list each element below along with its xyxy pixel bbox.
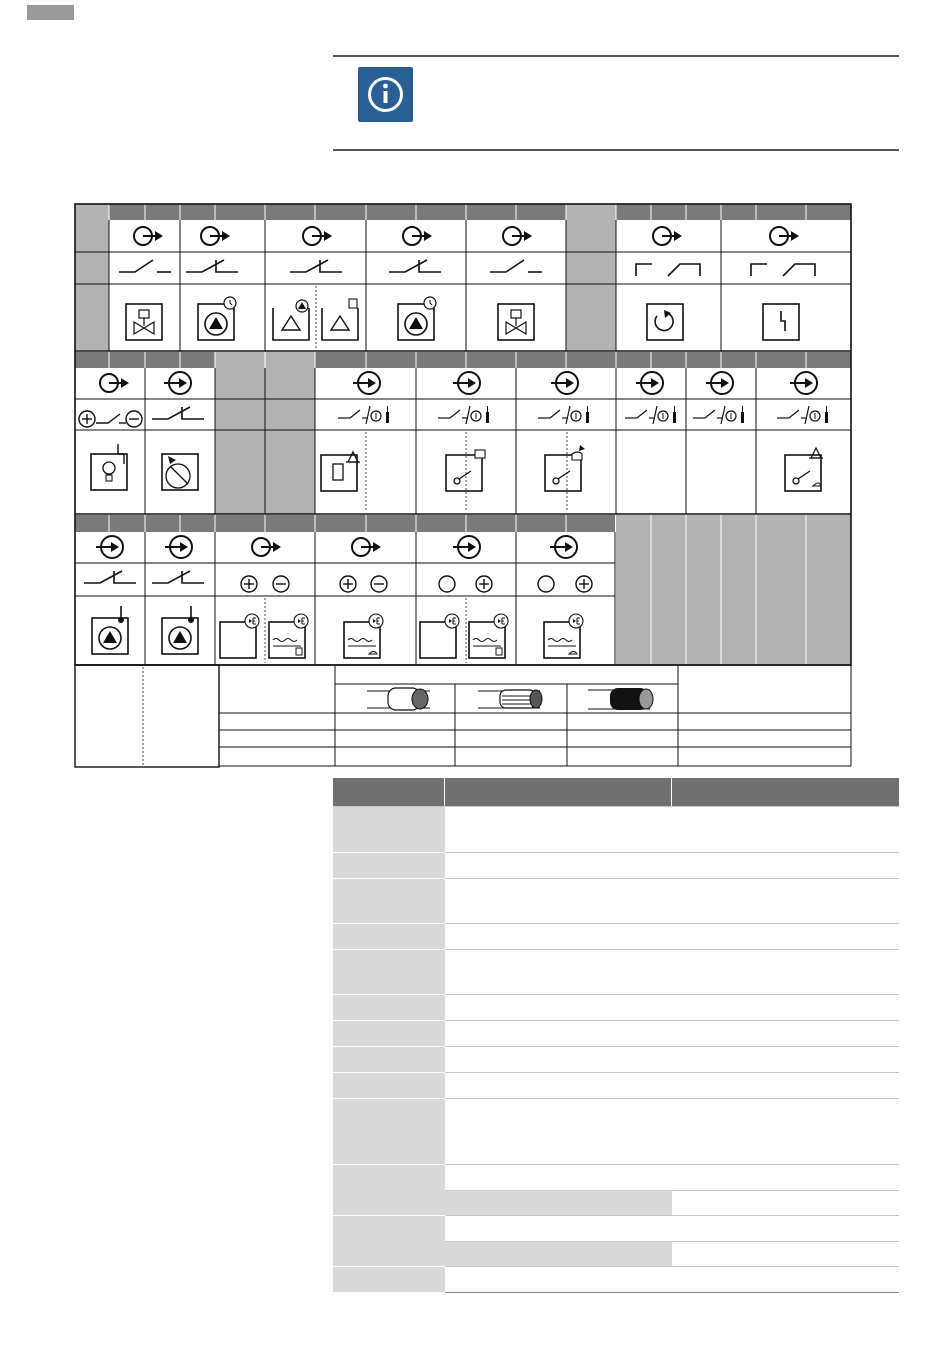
installation-table	[333, 778, 899, 1293]
